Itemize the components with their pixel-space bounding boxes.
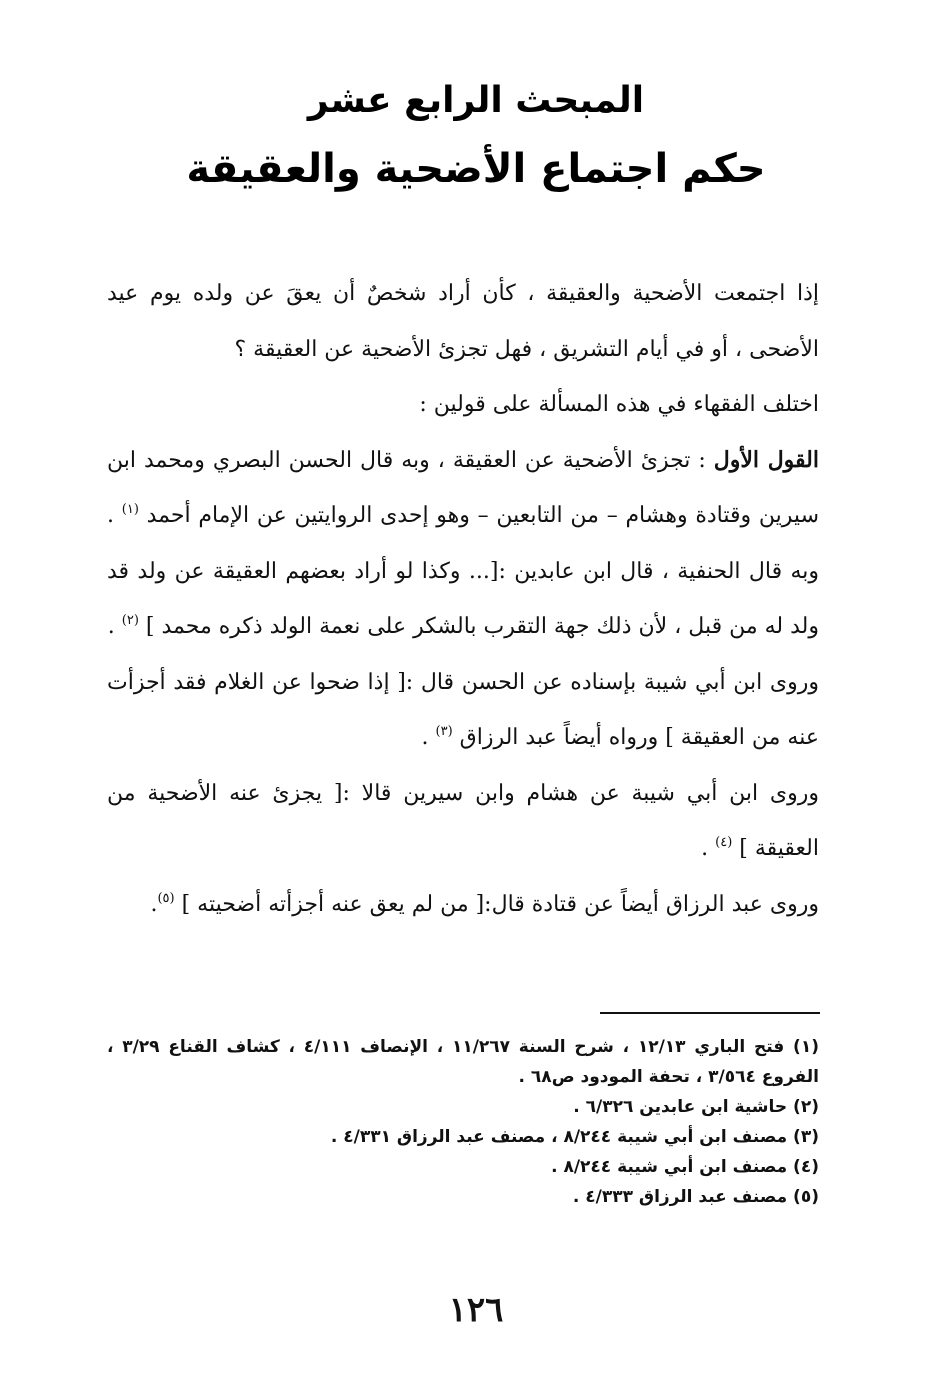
- footnote-3: (٣) مصنف ابن أبي شيبة ٨/٢٤٤ ، مصنف عبد الرزاق ٤/٣٣١ .: [330, 1127, 819, 1147]
- footnote-ref-5: (٥): [157, 890, 175, 906]
- footnote-2: (٢) حاشية ابن عابدين ٦/٣٢٦ .: [573, 1097, 819, 1117]
- first-opinion-text-a: : تجزئ الأضحية عن العقيقة ، وبه قال الحسن البصري ومحمد ابن سيرين وقتادة وهشام – من التابعين – وهو إحدى الروايتين عن الإمام أحمد: [107, 447, 819, 528]
- footnote-1: (١) فتح الباري ١٢/١٣ ، شرح السنة ١١/٢٦٧ ، الإنصاف ٤/١١١ ، كشاف القناع ٣/٢٩ ، الفروع ٣/٥٦٤ ، تحفة المودود ص٦٨ .: [107, 1037, 819, 1087]
- paragraph-hasan-narration: [107, 655, 819, 766]
- body-text: [107, 266, 819, 932]
- hasan-narration-text-a: وروى ابن أبي شيبة بإسناده عن الحسن قال :[ إذا ضحوا عن الغلام فقد أجزأت عنه من العقيقة ] ورواه أيضاً عبد الرزاق: [107, 669, 819, 750]
- footnotes: [107, 1032, 819, 1212]
- first-opinion-text-c: .: [107, 614, 122, 639]
- hisham-narration-text-a: وروى ابن أبي شيبة عن هشام وابن سيرين قالا :[ يجزئ عنه الأضحية من العقيقة ]: [107, 780, 820, 861]
- paragraph-intro: اختلف الفقهاء في هذه المسألة على قولين :: [419, 392, 819, 417]
- footnote-ref-1: (١): [121, 502, 139, 517]
- paragraph-first-opinion: [107, 433, 819, 655]
- page-number: ١٢٦: [448, 1290, 504, 1330]
- paragraph-hisham-narration: [107, 766, 819, 877]
- paragraph-qatada-narration: [107, 877, 819, 933]
- qatada-narration-text-a: وروى عبد الرزاق أيضاً عن قتادة قال:[ من لم يعق عنه أجزأته أضحيته ]: [174, 891, 819, 917]
- hisham-narration-text-b: .: [701, 836, 716, 861]
- first-opinion-text-b: . وبه قال الحنفية ، قال ابن عابدين :[... وكذا لو أراد بعضهم العقيقة عن ولد قد ولد له من قبل ، لأن ذلك جهة التقرب بالشكر على نعمة الولد ذكره محمد ]: [107, 503, 819, 639]
- paragraph-question: إذا اجتمعت الأضحية والعقيقة ، كأن أراد شخصٌ أن يعقَ عن ولده يوم عيد الأضحى ، أو في أيام التشريق ، فهل تجزئ الأضحية عن العقيقة ؟: [107, 281, 819, 362]
- footnote-ref-2: (٢): [121, 613, 139, 628]
- section-subtitle: المبحث الرابع عشر: [307, 80, 645, 121]
- qatada-narration-text-b: .: [150, 891, 158, 917]
- footnote-divider: [600, 1012, 820, 1014]
- hasan-narration-text-b: .: [421, 725, 436, 750]
- footnote-ref-4: (٤): [715, 835, 733, 850]
- footnote-5: (٥) مصنف عبد الرزاق ٤/٣٣٣ .: [572, 1187, 819, 1207]
- first-opinion-lead: القول الأول: [713, 446, 819, 473]
- footnote-4: (٤) مصنف ابن أبي شيبة ٨/٢٤٤ .: [551, 1157, 819, 1177]
- footnote-ref-3: (٣): [435, 724, 453, 739]
- section-title: حكم اجتماع الأضحية والعقيقة: [186, 146, 766, 192]
